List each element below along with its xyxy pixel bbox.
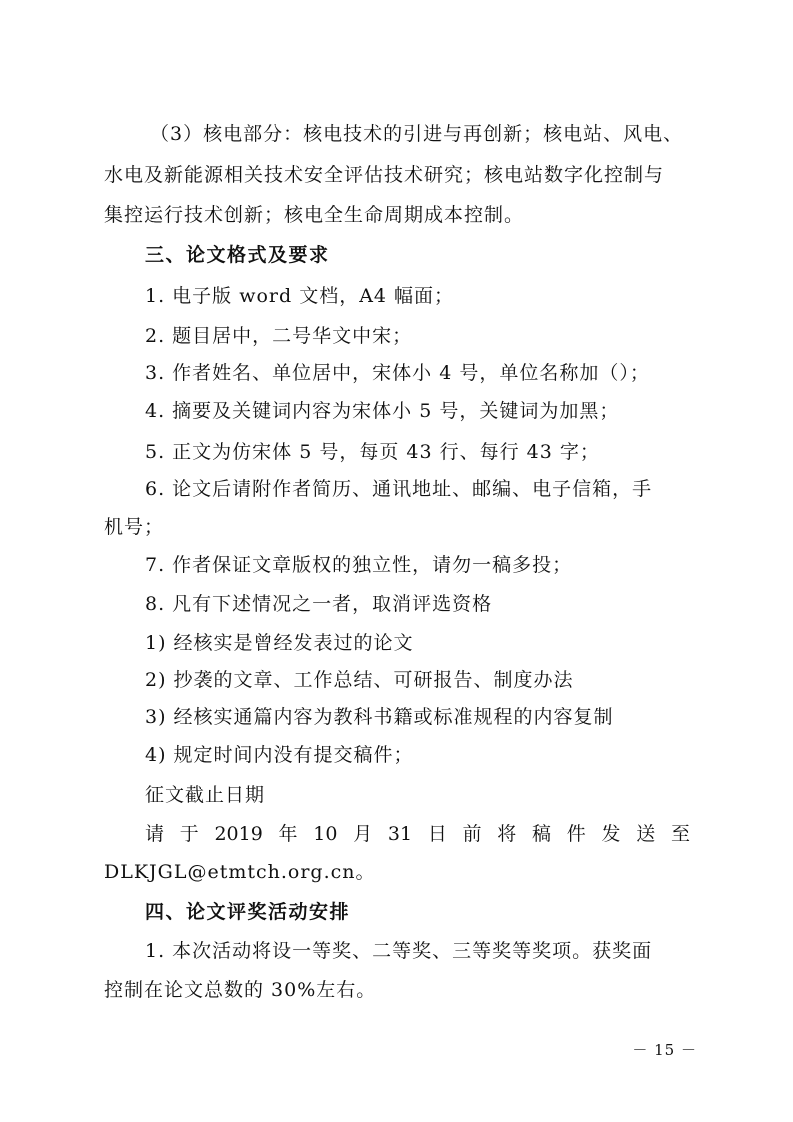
- deadline-token: 于: [179, 823, 199, 845]
- list-item-7: 7. 作者保证文章版权的独立性，请勿一稿多投；: [145, 554, 573, 576]
- page-number: － 15 －: [632, 1041, 697, 1059]
- deadline-token: 稿: [532, 823, 552, 845]
- deadline-sentence: [145, 822, 690, 846]
- list-item-8: 8. 凡有下述情况之一者，取消评选资格: [145, 593, 493, 615]
- deadline-token: 前: [462, 823, 482, 845]
- awards-item-1-continuation: 控制在论文总数的 30%左右。: [104, 979, 377, 1001]
- deadline-token: 请: [145, 823, 165, 845]
- paragraph-nuclear-line-3: 集控运行技术创新；核电全生命周期成本控制。: [104, 204, 525, 226]
- deadline-token: 将: [497, 823, 517, 845]
- deadline-token: 2019: [214, 823, 263, 845]
- deadline-token: 发: [601, 823, 621, 845]
- deadline-token: 日: [427, 823, 447, 845]
- deadline-token: 月: [353, 823, 373, 845]
- list-item-4: 4. 摘要及关键词内容为宋体小 5 号，关键词为加黑；: [145, 400, 620, 422]
- deadline-label: 征文截止日期: [145, 784, 266, 806]
- awards-item-1: 1. 本次活动将设一等奖、二等奖、三等奖等奖项。获奖面: [145, 940, 653, 962]
- list-item-6: 6. 论文后请附作者简历、通讯地址、邮编、电子信箱，手: [145, 478, 653, 500]
- sub-item-2: 2) 抄袭的文章、工作总结、可研报告、制度办法: [145, 669, 574, 691]
- section-heading-format: 三、论文格式及要求: [145, 244, 330, 266]
- list-item-3: 3. 作者姓名、单位居中，宋体小 4 号，单位名称加（）；: [145, 362, 650, 384]
- submission-email: DLKJGL@etmtch.org.cn。: [104, 861, 376, 883]
- sub-item-1: 1) 经核实是曾经发表过的论文: [145, 632, 414, 654]
- list-item-5: 5. 正文为仿宋体 5 号，每页 43 行、每行 43 字；: [145, 441, 600, 463]
- deadline-token: 至: [670, 823, 690, 845]
- sub-item-3: 3) 经核实通篇内容为教科书籍或标准规程的内容复制: [145, 706, 614, 728]
- deadline-token: 31: [387, 823, 413, 845]
- section-heading-awards: 四、论文评奖活动安排: [145, 901, 351, 923]
- sub-item-4: 4) 规定时间内没有提交稿件；: [145, 744, 414, 766]
- deadline-token: 10: [313, 823, 338, 845]
- deadline-token: 年: [278, 823, 298, 845]
- paragraph-nuclear-line-2: 水电及新能源相关技术安全评估技术研究；核电站数字化控制与: [104, 164, 665, 186]
- deadline-token: 件: [566, 823, 586, 845]
- paragraph-nuclear-line-1: （3）核电部分：核电技术的引进与再创新；核电站、风电、: [150, 123, 684, 145]
- list-item-6-continuation: 机号；: [104, 516, 165, 538]
- deadline-token: 送: [636, 823, 656, 845]
- list-item-1: 1. 电子版 word 文档，A4 幅面；: [145, 285, 455, 307]
- list-item-2: 2. 题目居中，二号华文中宋；: [145, 325, 413, 347]
